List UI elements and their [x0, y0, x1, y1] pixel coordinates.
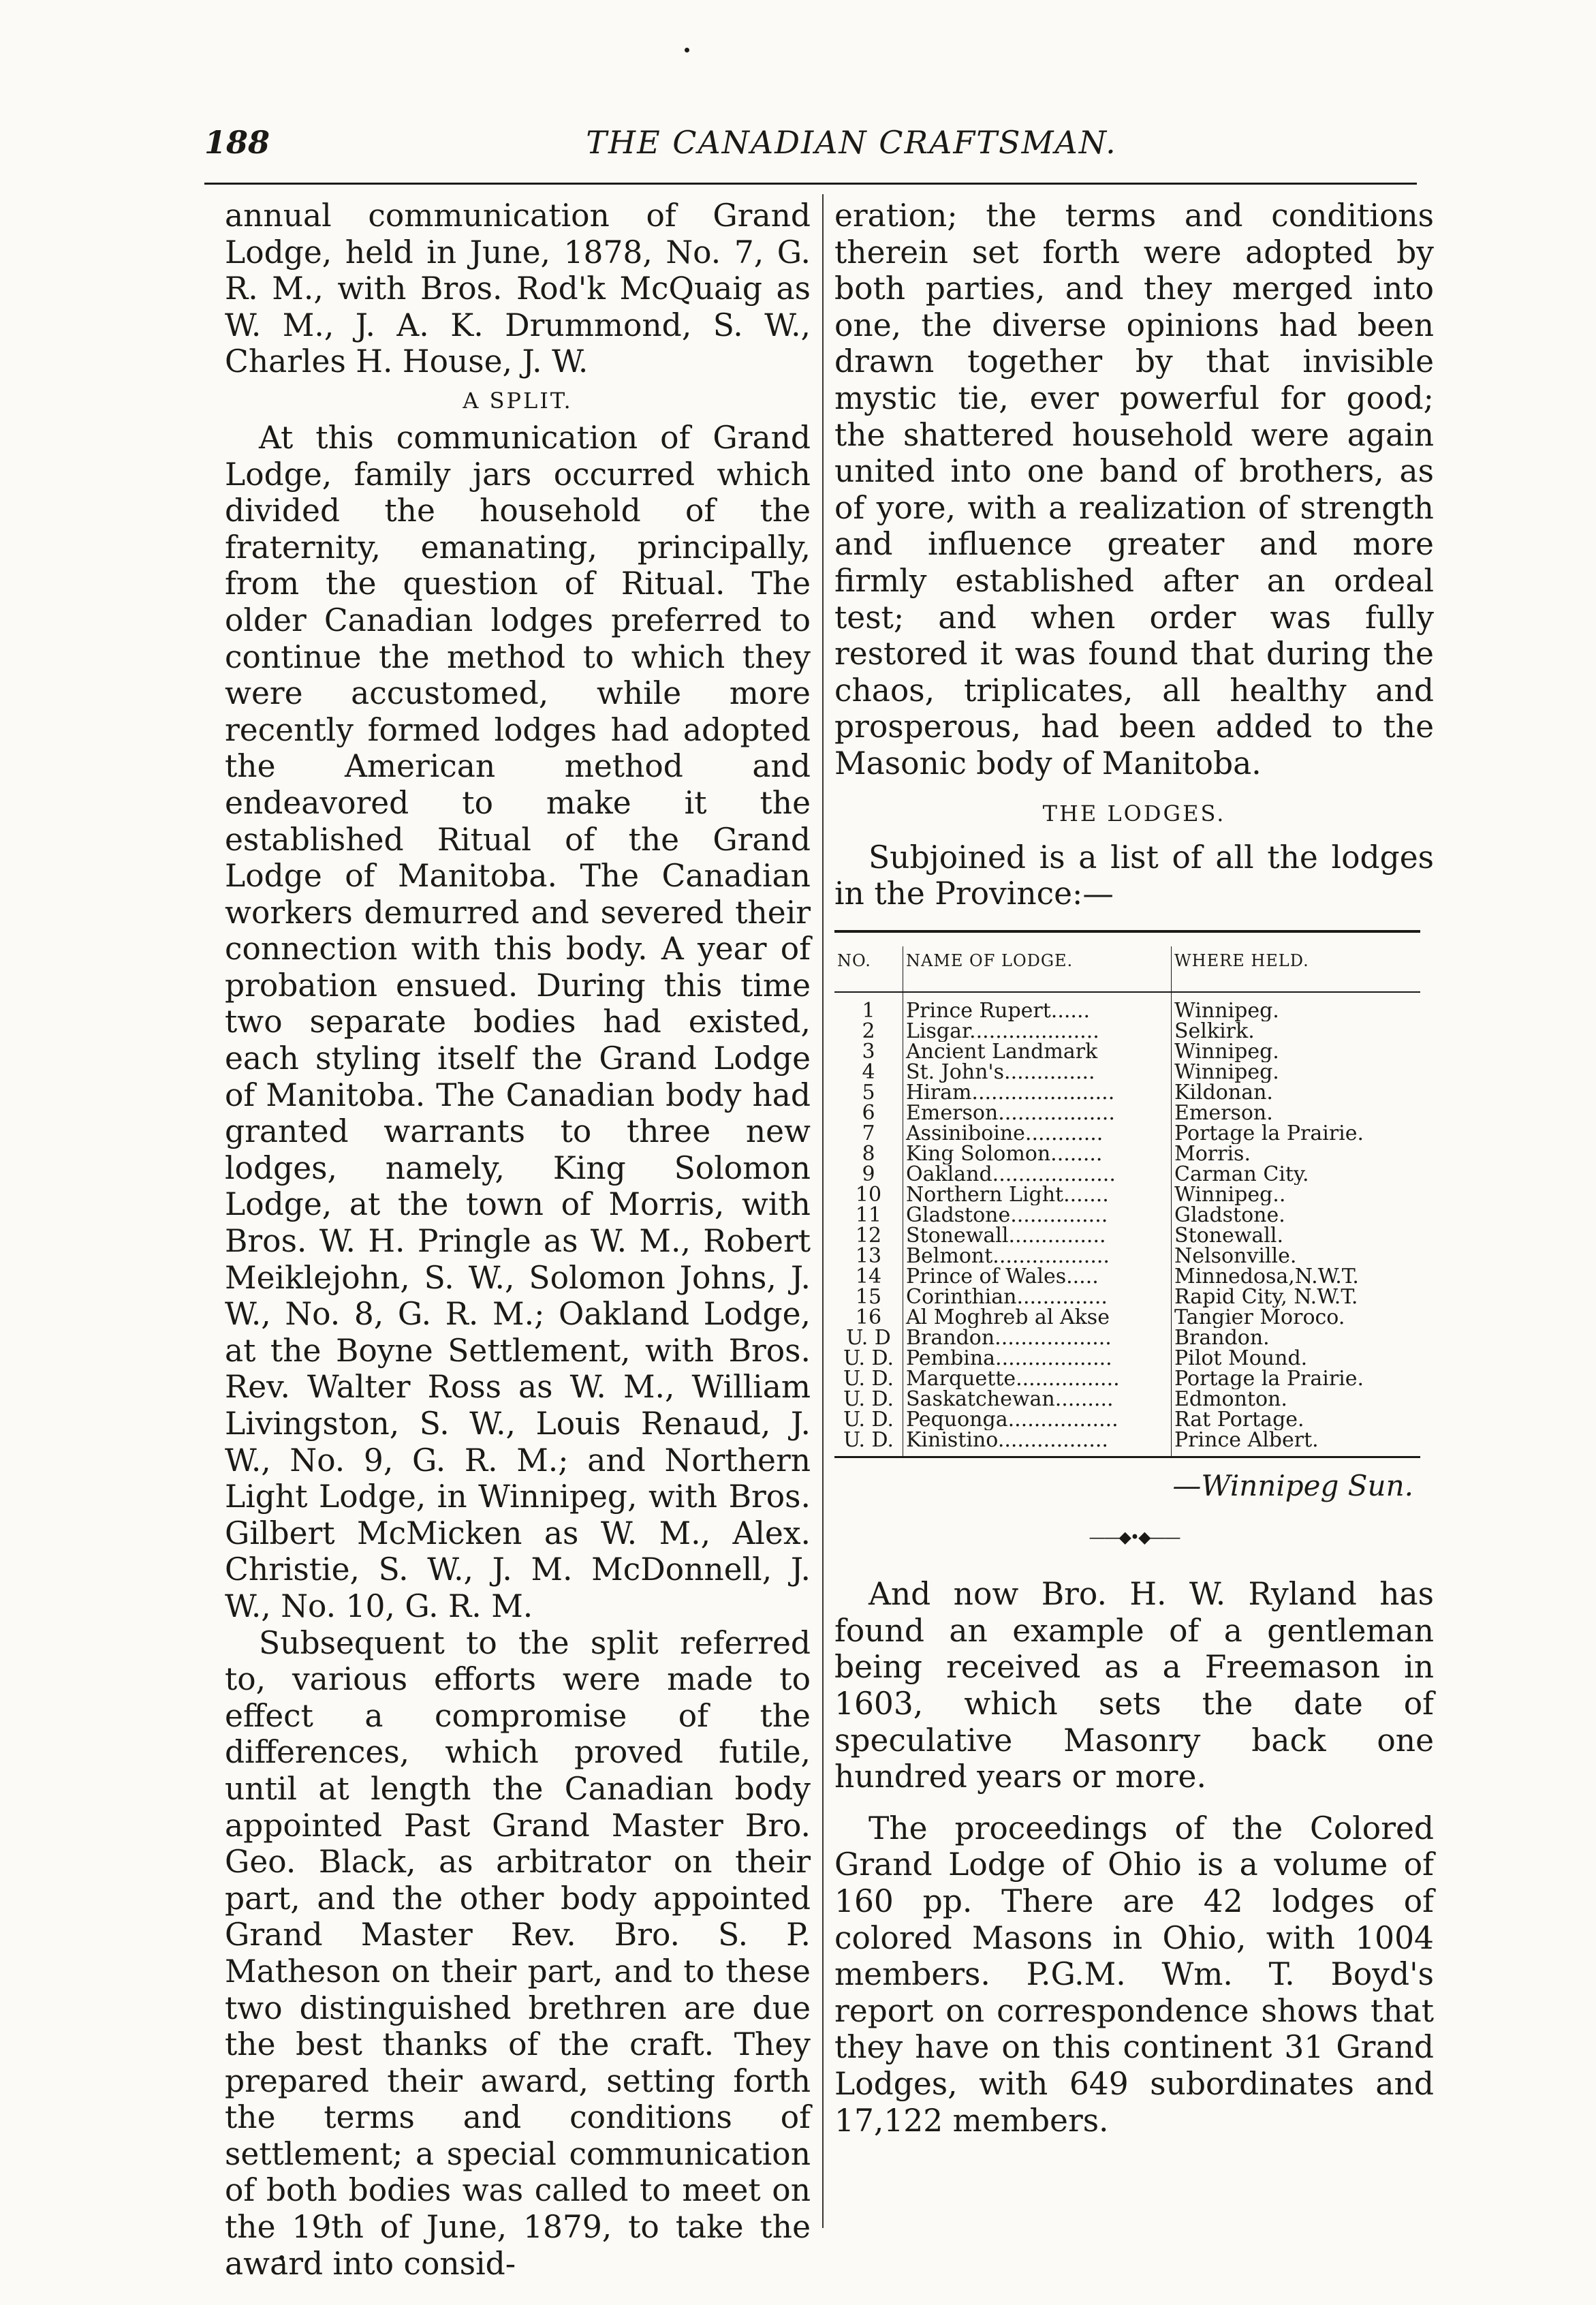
lodge-number-cell: 15 — [855, 1286, 882, 1308]
lodge-number-cell: 10 — [855, 1184, 882, 1205]
lodge-location-cell: Stonewall. — [1172, 1226, 1421, 1246]
lodge-name-cell: Prince of Wales..... — [903, 1267, 1172, 1287]
lodge-name-cell: Stonewall............... — [903, 1226, 1172, 1246]
lodge-location-cell: Morris. — [1172, 1144, 1421, 1164]
lodge-number-cell: U. D. — [843, 1348, 894, 1369]
lodge-location-cell: Nelsonville. — [1172, 1246, 1421, 1267]
lodge-location-cell: Gladstone. — [1172, 1205, 1421, 1226]
lodge-number-cell: 8 — [862, 1143, 875, 1164]
lodge-location-cell: Selkirk. — [1172, 1021, 1421, 1042]
table-row — [834, 1185, 1420, 1205]
column-header: WHERE HELD. — [1172, 946, 1421, 992]
table-row — [834, 1308, 1420, 1328]
lodge-number-cell: 2 — [862, 1021, 875, 1042]
table-row — [834, 1287, 1420, 1308]
paragraph: annual communication of Grand Lodge, held in June, 1878, No. 7, G. R. M., with Bros. Rod'k McQuaig as W. M., J. A. K. Drummond, S. W., Charles H. House, J. W. — [225, 198, 811, 380]
lodge-name-cell: Pembina.................. — [903, 1348, 1172, 1369]
lodge-name-cell: St. John's.............. — [903, 1062, 1172, 1083]
lodge-number-cell: 11 — [855, 1205, 882, 1226]
page-number: 188 — [204, 124, 270, 161]
paragraph: The proceedings of the Colored Grand Lodge of Ohio is a volume of 160 pp. There are 42 lodges of colored Masons in Ohio, with 1004 members. P.G.M. Wm. T. Boyd's report on correspondence shows that they have on this continent 31 Grand Lodges, with 649 subordinates and 17,122 members. — [834, 1810, 1434, 2139]
lodge-location-cell: Winnipeg. — [1172, 1062, 1421, 1083]
lodge-location-cell: Brandon. — [1172, 1328, 1421, 1348]
table-header-row — [834, 946, 1420, 992]
lodge-name-cell: Pequonga................. — [903, 1410, 1172, 1430]
lodge-number-cell: 14 — [855, 1266, 882, 1287]
lodges-table — [834, 946, 1420, 1456]
paragraph: At this communication of Grand Lodge, family jars occurred which divided the household of the fraternity, emanating, principally, from the question of Ritual. The older Canadian lodges preferred to continue the method to which they were accustomed, while more recently formed lodges had adopted the American method and endeavored to make it the established Ritual of the Grand Lodge of Manitoba. The Canadian workers demurred and severed their connection with this body. A year of probation ensued. During this time two separate bodies had existed, each styling itself the Grand Lodge of Manitoba. The Canadian body had granted warrants to three new lodges, namely, King Solomon Lodge, at the town of Morris, with Bros. W. H. Pringle as W. M., Robert Meiklejohn, S. W., Solomon Johns, J. W., No. 8, G. R. M.; Oakland Lodge, at the Boyne Settlement, with Bros. Rev. Walter Ross as W. M., William Livingston, S. W., Louis Renaud, J. W., No. 9, G. R. M.; and Northern Light Lodge, in Winnipeg, with Bros. Gilbert McMicken as W. M., Alex. Christie, S. W., J. M. McDonnell, J. W., No. 10, G. R. M. — [225, 419, 811, 1624]
lodge-location-cell: Emerson. — [1172, 1103, 1421, 1124]
lodge-location-cell: Minnedosa,N.W.T. — [1172, 1267, 1421, 1287]
lodge-location-cell: Prince Albert. — [1172, 1430, 1421, 1456]
ornament-divider: ——◆•◆—— — [1089, 1527, 1180, 1547]
column-divider — [822, 194, 824, 2228]
table-row — [834, 1328, 1420, 1348]
lodge-number-cell: 16 — [855, 1307, 882, 1328]
lodge-number-cell: 13 — [855, 1246, 882, 1267]
lodge-location-cell: Portage la Prairie. — [1172, 1369, 1421, 1389]
lodges-table-container — [834, 930, 1420, 1458]
table-row — [834, 992, 1420, 1021]
running-title: THE CANADIAN CRAFTSMAN. — [586, 124, 1117, 161]
lodge-name-cell: Kinistino................. — [903, 1430, 1172, 1456]
lodge-location-cell: Winnipeg.. — [1172, 1185, 1421, 1205]
lodge-location-cell: Portage la Prairie. — [1172, 1124, 1421, 1144]
paragraph: Subjoined is a list of all the lodges in the Province:— — [834, 839, 1434, 912]
lodge-name-cell: Marquette................ — [903, 1369, 1172, 1389]
lodge-number-cell: 4 — [862, 1062, 875, 1083]
section-heading-split: A SPLIT. — [463, 387, 573, 414]
section-heading-lodges: THE LODGES. — [1042, 800, 1226, 826]
right-column — [834, 198, 1434, 2139]
lodge-number-cell: U. D — [846, 1327, 891, 1348]
table-top-rule — [834, 930, 1420, 933]
lodge-name-cell: Assiniboine............ — [903, 1124, 1172, 1144]
lodges-table-body — [834, 992, 1420, 1456]
lodge-name-cell: Brandon.................. — [903, 1328, 1172, 1348]
stray-mark — [685, 48, 689, 52]
lodge-number-cell: 12 — [855, 1225, 882, 1246]
lodge-name-cell: Emerson.................. — [903, 1103, 1172, 1124]
table-row — [834, 1410, 1420, 1430]
table-row — [834, 1021, 1420, 1042]
table-row — [834, 1369, 1420, 1389]
table-row — [834, 1042, 1420, 1062]
lodge-number-cell: U. D. — [843, 1429, 894, 1452]
lodge-number-cell: 6 — [862, 1102, 875, 1124]
lodge-number-cell: 1 — [862, 998, 875, 1021]
lodge-name-cell: Gladstone............... — [903, 1205, 1172, 1226]
table-row — [834, 1103, 1420, 1124]
source-credit: —Winnipeg Sun. — [1172, 1468, 1413, 1502]
lodge-number-cell: 3 — [862, 1041, 875, 1062]
header-rule — [204, 183, 1417, 185]
lodge-number-cell: 9 — [862, 1164, 875, 1185]
lodge-name-cell: Al Moghreb al Akse — [903, 1308, 1172, 1328]
lodge-location-cell: Rat Portage. — [1172, 1410, 1421, 1430]
table-row — [834, 1226, 1420, 1246]
lodge-name-cell: Belmont.................. — [903, 1246, 1172, 1267]
lodge-location-cell: Winnipeg. — [1172, 1042, 1421, 1062]
lodge-location-cell: Tangier Moroco. — [1172, 1308, 1421, 1328]
column-header: NAME OF LODGE. — [903, 946, 1172, 992]
table-row — [834, 1164, 1420, 1185]
lodge-name-cell: Prince Rupert...... — [903, 992, 1172, 1021]
paragraph: eration; the terms and conditions therein set forth were adopted by both parties, and they merged into one, the diverse opinions had been drawn together by that invisible mystic tie, ever powerful for good; the shattered household were again united into one band of brothers, as of yore, with a realization of strength and influence greater and more firmly established after an ordeal test; and when order was fully restored it was found that during the chaos, triplicates, all healthy and prosperous, had been added to the Masonic body of Manitoba. — [834, 198, 1434, 782]
lodge-location-cell: Winnipeg. — [1172, 992, 1421, 1021]
lodge-location-cell: Edmonton. — [1172, 1389, 1421, 1410]
table-row — [834, 1267, 1420, 1287]
left-column — [225, 198, 811, 2282]
table-row — [834, 1430, 1420, 1456]
table-row — [834, 1348, 1420, 1369]
page-header — [204, 124, 1417, 172]
lodge-location-cell: Rapid City, N.W.T. — [1172, 1287, 1421, 1308]
lodge-number-cell: 7 — [862, 1123, 875, 1144]
lodge-location-cell: Pilot Mound. — [1172, 1348, 1421, 1369]
lodge-number-cell: U. D. — [843, 1409, 894, 1430]
table-row — [834, 1083, 1420, 1103]
lodge-number-cell: U. D. — [843, 1368, 894, 1389]
lodge-name-cell: Ancient Landmark — [903, 1042, 1172, 1062]
lodge-name-cell: Saskatchewan......... — [903, 1389, 1172, 1410]
paragraph: And now Bro. H. W. Ryland has found an example of a gentleman being received as a Freemason in 1603, which sets the date of speculative Masonry back one hundred years or more. — [834, 1576, 1434, 1795]
lodge-name-cell: Lisgar.................... — [903, 1021, 1172, 1042]
column-header: NO. — [834, 946, 903, 992]
lodge-number-cell: 5 — [862, 1082, 875, 1103]
table-row — [834, 1205, 1420, 1226]
table-row — [834, 1124, 1420, 1144]
lodge-number-cell: U. D. — [843, 1389, 894, 1410]
table-row — [834, 1062, 1420, 1083]
lodge-name-cell: Northern Light....... — [903, 1185, 1172, 1205]
lodge-name-cell: King Solomon........ — [903, 1144, 1172, 1164]
lodge-location-cell: Kildonan. — [1172, 1083, 1421, 1103]
table-row — [834, 1246, 1420, 1267]
table-row — [834, 1389, 1420, 1410]
table-bottom-rule — [834, 1456, 1420, 1458]
lodge-name-cell: Oakland................... — [903, 1164, 1172, 1185]
paragraph: Subsequent to the split referred to, various efforts were made to effect a compromise of the differences, which proved futile, until at length the Canadian body appointed Past Grand Master Bro. Geo. Black, as arbitrator on their part, and the other body appointed Grand Master Rev. Bro. S. P. Matheson on their part, and to these two distinguished brethren are due the best thanks of the craft. They prepared their award, setting forth the terms and conditions of settlement; a special communication of both bodies was called to meet on the 19th of June, 1879, to take the award into consid- — [225, 1624, 811, 2282]
lodge-location-cell: Carman City. — [1172, 1164, 1421, 1185]
lodge-name-cell: Hiram...................... — [903, 1083, 1172, 1103]
table-row — [834, 1144, 1420, 1164]
lodge-name-cell: Corinthian.............. — [903, 1287, 1172, 1308]
